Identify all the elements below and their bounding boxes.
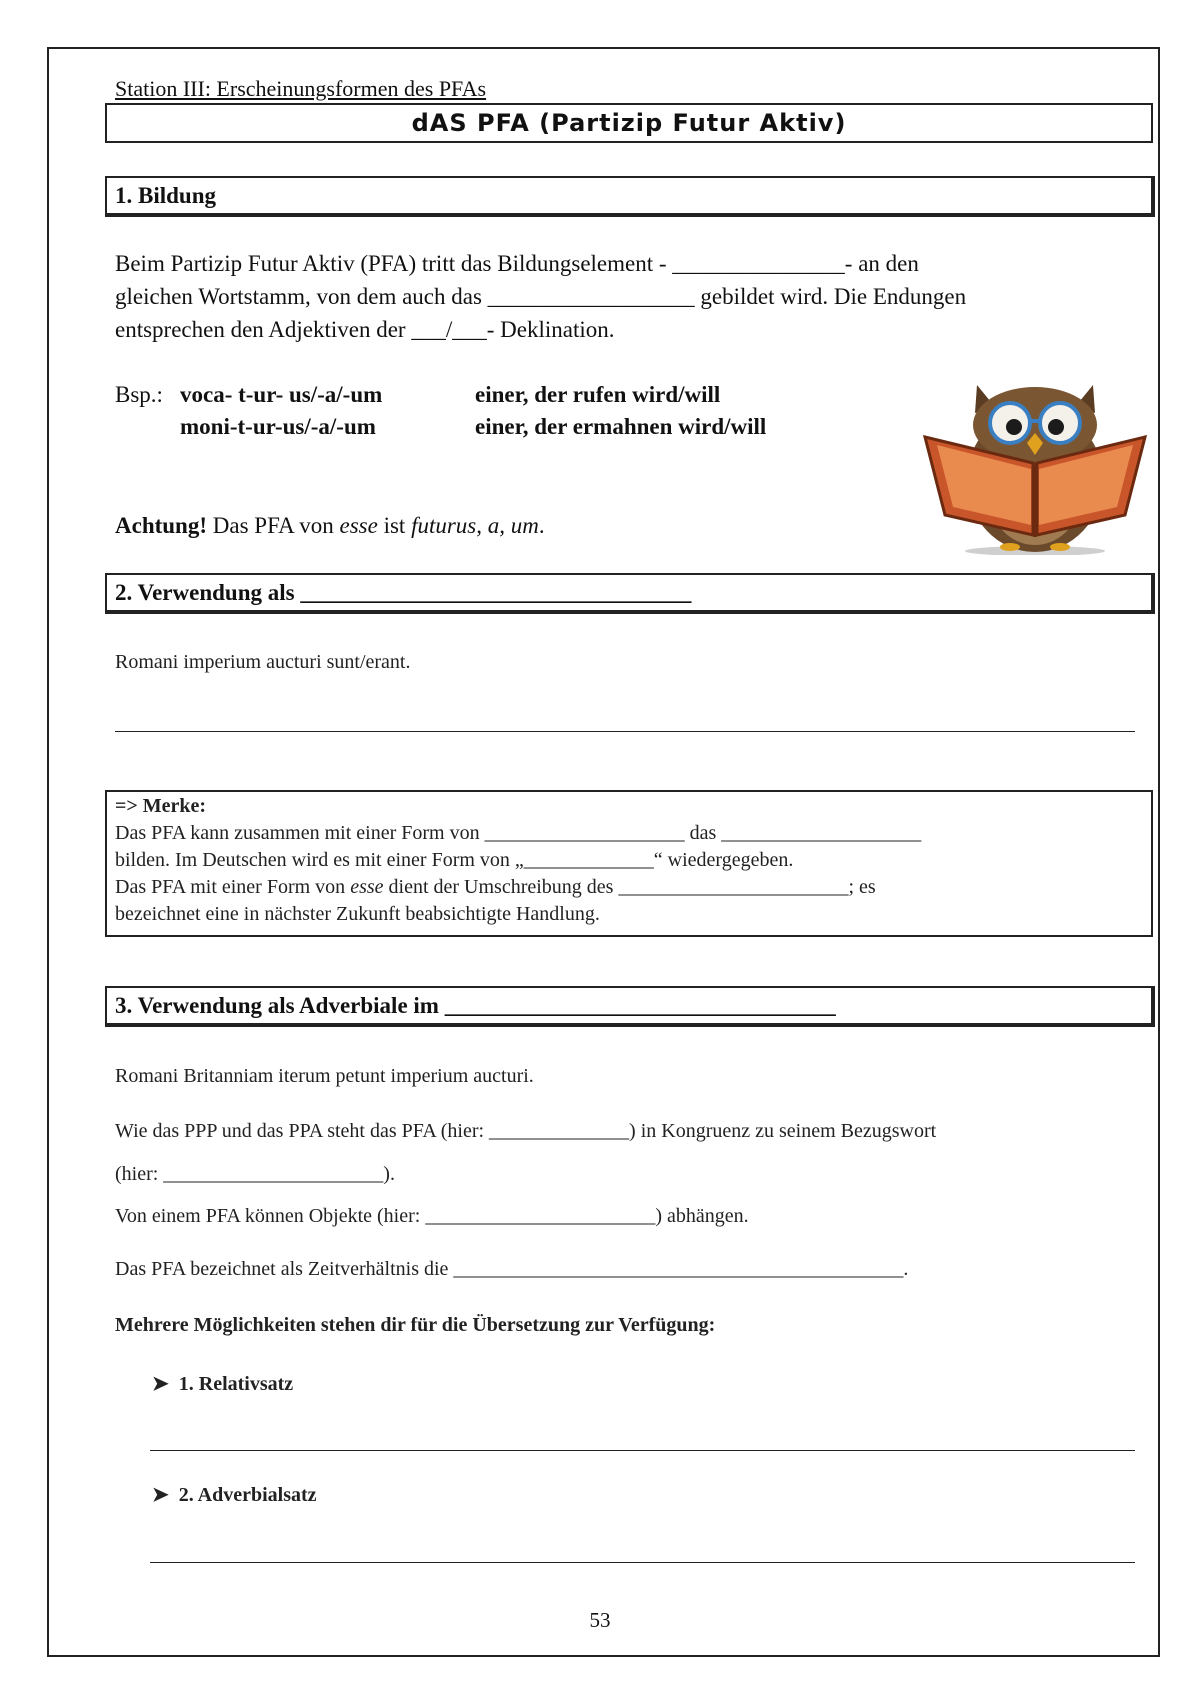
merke-line-3 — [115, 876, 876, 899]
option-1-label: 1. Relativsatz — [178, 1373, 294, 1395]
objekte-line: Von einem PFA können Objekte (hier: _______________________) abhängen. — [115, 1205, 749, 1227]
bildung-line-3: entsprechen den Adjektiven der ___/___- Deklination. — [115, 317, 615, 342]
achtung-futurus: futurus, a, um — [411, 513, 539, 538]
section-2-heading: 2. Verwendung als __________________________________ — [115, 580, 692, 605]
bildung-line-1: Beim Partizip Futur Aktiv (PFA) tritt das Bildungselement - _______________- an den — [115, 251, 919, 276]
owl-reading-book-icon — [915, 375, 1155, 555]
merke-line-3-b: dient der Umschreibung des _______________________; es — [383, 876, 876, 898]
section-3-sentence: Romani Britanniam iterum petunt imperium aucturi. — [115, 1065, 534, 1087]
example-prefix: Bsp.: — [115, 382, 163, 407]
station-label: Station III: Erscheinungsformen des PFAs — [115, 76, 487, 101]
merke-line-3-a: Das PFA mit einer Form von — [115, 876, 351, 898]
kongruenz-line-1: Wie das PPP und das PPA steht das PFA (hier: ______________) in Kongruenz zu seinem Bezugswort — [115, 1120, 937, 1142]
option-2 — [152, 1482, 317, 1507]
section-3-heading: 3. Verwendung als Adverbiale im __________________________________ — [115, 993, 836, 1018]
example-2-form: moni-t-ur-us/-a/-um — [180, 414, 376, 439]
merke-line-1: Das PFA kann zusammen mit einer Form von ____________________ das ____________________ — [115, 822, 922, 844]
section-1-header — [105, 176, 1155, 217]
merke-line-2: bilden. Im Deutschen wird es mit einer Form von „_____________“ wiedergegeben. — [115, 849, 794, 871]
bildung-line-2: gleichen Wortstamm, von dem auch das __________________ gebildet wird. Die Endungen — [115, 284, 967, 309]
option-1 — [152, 1371, 293, 1396]
page-title: dAS PFA (Partizip Futur Aktiv) — [411, 109, 847, 137]
answer-line-2 — [150, 1450, 1135, 1451]
achtung-esse: esse — [339, 513, 378, 538]
answer-line-3 — [150, 1562, 1135, 1563]
achtung-label: Achtung! — [115, 513, 208, 538]
example-2-meaning: einer, der ermahnen wird/will — [475, 414, 767, 439]
merke-line-4: bezeichnet eine in nächster Zukunft beabsichtigte Handlung. — [115, 903, 600, 925]
section-1-heading: 1. Bildung — [115, 183, 216, 208]
arrow-bullet-icon: ➤ — [152, 1373, 169, 1395]
kongruenz-line-2: (hier: ______________________). — [115, 1163, 395, 1185]
page-number: 53 — [589, 1608, 611, 1632]
achtung-text-2: ist — [377, 513, 412, 538]
example-1-meaning: einer, der rufen wird/will — [475, 382, 721, 407]
merke-label: => Merke: — [115, 795, 207, 817]
arrow-bullet-icon: ➤ — [152, 1484, 169, 1506]
merke-esse: esse — [350, 876, 384, 898]
section-2-sentence: Romani imperium aucturi sunt/erant. — [115, 651, 411, 673]
option-2-label: 2. Adverbialsatz — [178, 1484, 317, 1506]
title-box — [105, 103, 1153, 143]
achtung-note — [115, 513, 545, 539]
merke-box — [105, 790, 1153, 937]
section-3-header — [105, 986, 1155, 1027]
section-2-header — [105, 573, 1155, 614]
zeitverhaeltnis-line: Das PFA bezeichnet als Zeitverhältnis die _____________________________________________. — [115, 1258, 909, 1280]
example-1-form: voca- t-ur- us/-a/-um — [180, 382, 383, 407]
achtung-text-1: Das PFA von — [207, 513, 340, 538]
achtung-end: . — [538, 513, 545, 538]
translation-options-heading: Mehrere Möglichkeiten stehen dir für die Übersetzung zur Verfügung: — [115, 1314, 716, 1336]
answer-line-1 — [115, 731, 1135, 732]
